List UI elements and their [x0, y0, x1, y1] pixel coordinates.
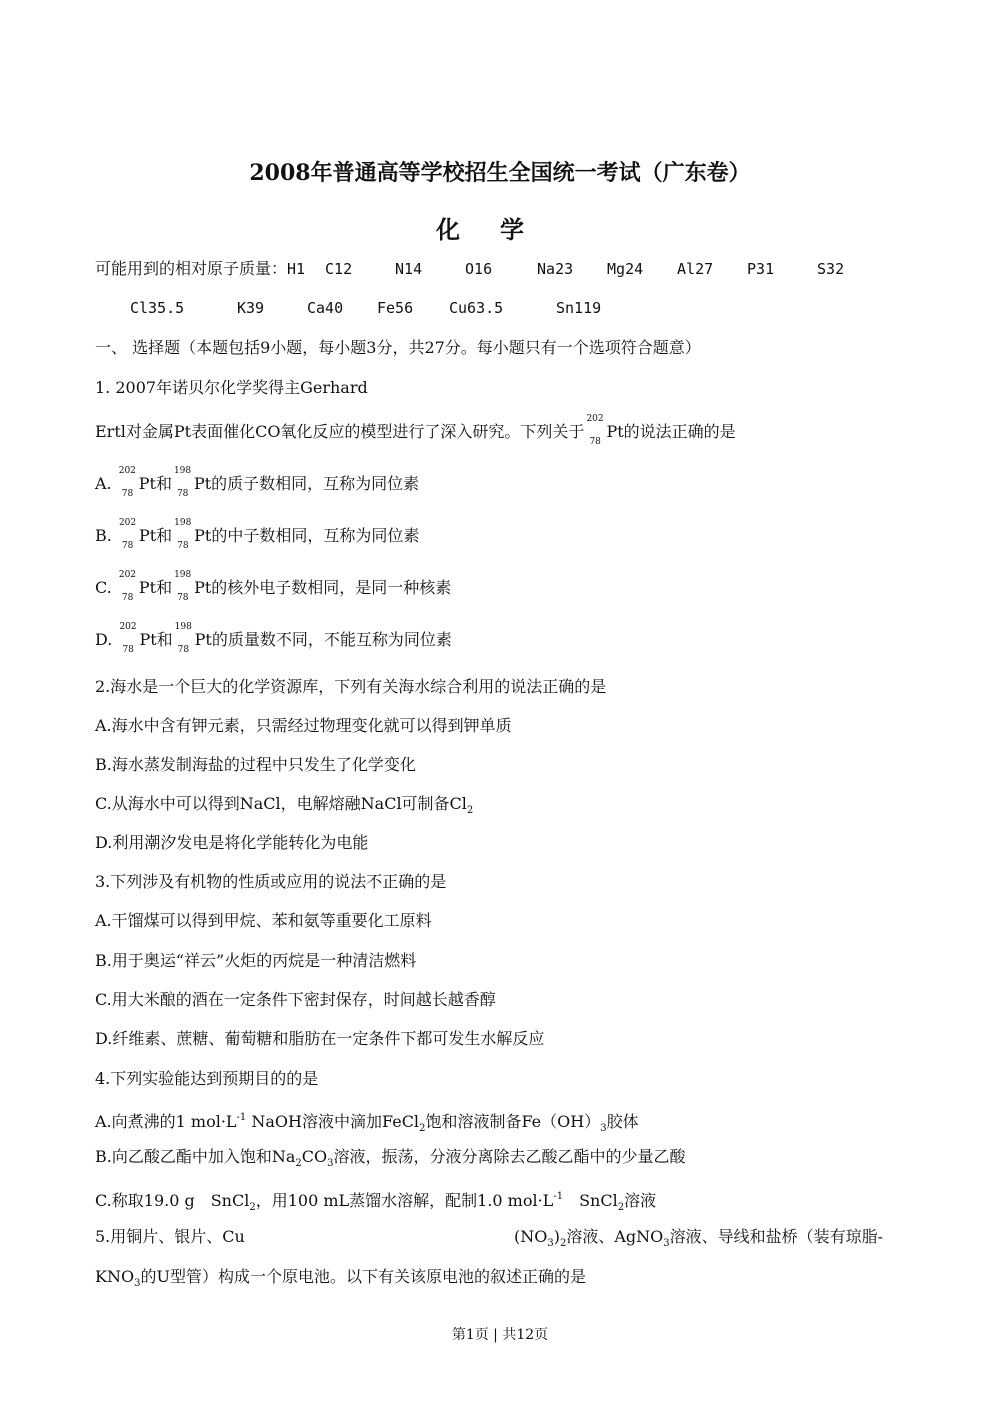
q4-option-c: C.称取19.0 g SnCl$_2$，用100 mL蒸馏水溶解，配制1.0 $mol\cdot L^{-1}$ SnCl$_2$溶液	[95, 1191, 657, 1213]
q2-option-c: C.从海水中可以得到NaCl，电解熔融NaCl可制备$Cl_2$	[95, 794, 474, 816]
atomic-mass: C12	[325, 260, 353, 278]
atomic-mass: Sn119	[556, 299, 602, 317]
q1-option-c: C. 202 78 Pt和 198 78 Pt的核外电子数相同，是同一种核素	[95, 569, 452, 603]
q4-option-a: A.向煮沸的1 $mol\cdot L^{-1}$ NaOH溶液中滴加FeCl$_2$饱和溶液制备$Fe(OH)_3$胶体	[95, 1112, 639, 1134]
q1-stem-line-2: Ertl对金属Pt表面催化CO氧化反应的模型进行了深入研究。下列关于 202 78 Pt的说法正确的是	[95, 413, 736, 447]
q2-option-b: B.海水蒸发制海盐的过程中只发生了化学变化	[95, 755, 416, 774]
atomic-mass: Mg24	[607, 260, 644, 278]
atomic-masses-row-2	[130, 298, 601, 318]
atomic-mass: H1	[287, 260, 306, 278]
atomic-mass: O16	[465, 260, 493, 278]
q2-option-d: D.利用潮汐发电是将化学能转化为电能	[95, 833, 369, 852]
page-footer: 第1页 | 共12页	[451, 1327, 549, 1343]
atomic-masses-label: 可能用到的相对原子质量：	[95, 259, 288, 278]
atomic-mass: Cu63.5	[449, 299, 504, 317]
page-title: 2008年普通高等学校招生全国统一考试（广东卷）	[249, 160, 751, 186]
pt198-isotope: 198 78	[173, 465, 192, 499]
pt202-isotope: 202 78	[118, 569, 137, 603]
q1-option-d: D. 202 78 Pt和 198 78 Pt的质量数不同，不能互称为同位素	[95, 621, 452, 655]
atomic-mass: S32	[817, 260, 845, 278]
q1-option-b: B. 202 78 Pt和 198 78 Pt的中子数相同，互称为同位素	[95, 517, 420, 551]
q3-option-a: A.干馏煤可以得到甲烷、苯和氨等重要化工原料	[95, 911, 432, 930]
atomic-mass: K39	[237, 299, 265, 317]
atomic-mass: Ca40	[307, 299, 344, 317]
q1-stem-text: Ertl对金属Pt表面催化CO氧化反应的模型进行了深入研究。下列关于	[95, 422, 585, 441]
q2-stem: 2.海水是一个巨大的化学资源库，下列有关海水综合利用的说法正确的是	[95, 677, 607, 696]
pt202-isotope: 202 78	[118, 517, 137, 551]
pt198-isotope: 198 78	[174, 621, 192, 655]
q3-option-b: B.用于奥运“祥云”火炬的丙烷是一种清洁燃料	[95, 951, 417, 970]
q4-stem: 4.下列实验能达到预期目的的是	[95, 1069, 319, 1088]
section-heading: 一、 选择题（本题包括9小题，每小题3分，共27分。每小题只有一个选项符合题意）	[95, 338, 701, 357]
atomic-mass: N14	[395, 260, 423, 278]
pt198-isotope: 198 78	[174, 569, 192, 603]
q1-stem-line-1: 1. 2007年诺贝尔化学奖得主Gerhard	[95, 378, 368, 397]
q3-option-c: C.用大米酿的酒在一定条件下密封保存，时间越长越香醇	[95, 990, 496, 1009]
atomic-mass: Na23	[537, 260, 574, 278]
pt202-isotope: 202 78	[119, 621, 137, 655]
pt202-isotope: 202 78	[586, 413, 604, 447]
atomic-mass: Al27	[677, 260, 714, 278]
atomic-mass: Fe56	[377, 299, 414, 317]
atomic-masses-row-1	[95, 259, 844, 279]
q2-option-a: A.海水中含有钾元素，只需经过物理变化就可以得到钾单质	[95, 716, 512, 735]
q5-stem-line-1a: 5.用铜片、银片、Cu	[95, 1227, 245, 1246]
q4-option-b: B.向乙酸乙酯中加入饱和$Na_2CO_3$溶液，振荡，分液分离除去乙酸乙酯中的少量乙酸	[95, 1147, 686, 1169]
q1-option-a: A. 202 78 Pt和 198 78 Pt的质子数相同，互称为同位素	[95, 465, 420, 499]
subject-heading: 化学	[436, 215, 564, 244]
q5-stem-line-1b: $(NO_3)_2$溶液、AgNO$_3$溶液、导线和盐桥（装有琼脂-	[514, 1227, 884, 1249]
q3-option-d: D.纤维素、蔗糖、葡萄糖和脂肪在一定条件下都可发生水解反应	[95, 1029, 545, 1048]
q3-stem: 3.下列涉及有机物的性质或应用的说法不正确的是	[95, 872, 447, 891]
atomic-mass: Cl35.5	[130, 299, 185, 317]
q5-stem-line-2: $KNO_3$的U型管）构成一个原电池。以下有关该原电池的叙述正确的是	[95, 1267, 586, 1289]
pt198-isotope: 198 78	[174, 517, 192, 551]
pt202-isotope: 202 78	[118, 465, 136, 499]
atomic-mass: P31	[747, 260, 775, 278]
